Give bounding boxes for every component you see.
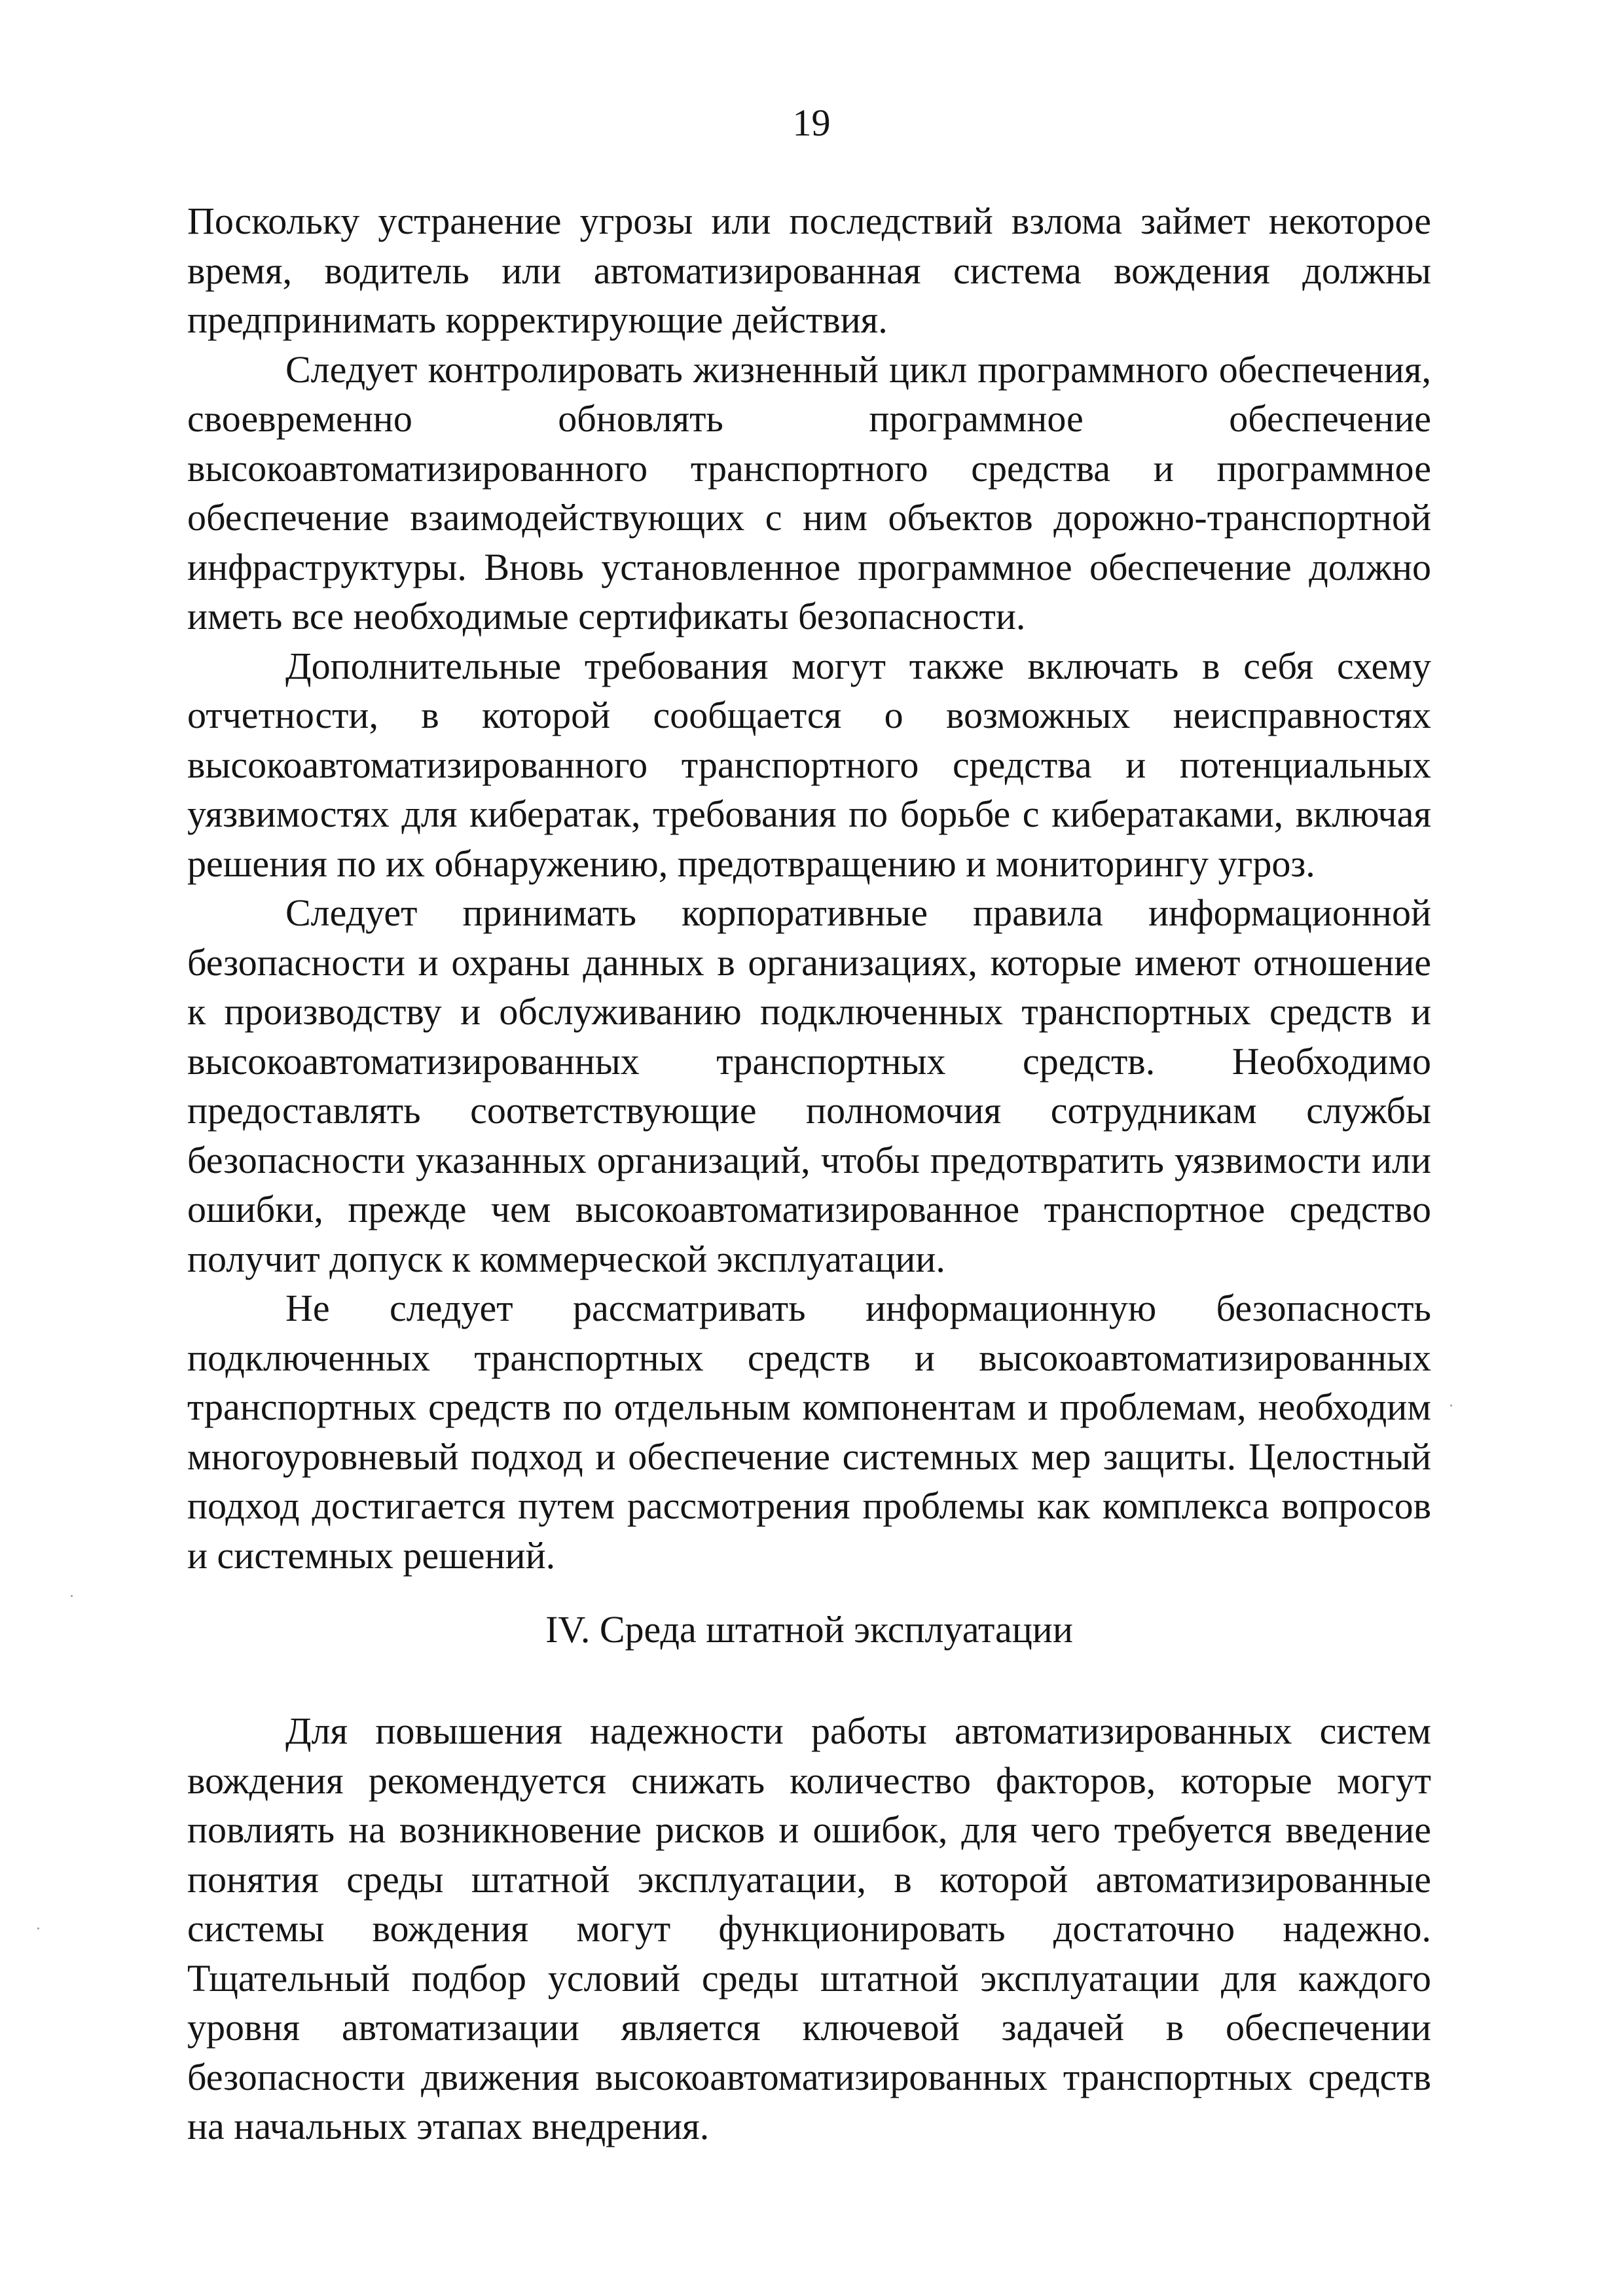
scan-artifact <box>1450 1405 1452 1407</box>
section-heading: IV. Среда штатной эксплуатации <box>545 1608 1073 1651</box>
paragraph: Дополнительные требования могут также включать в себя схему отчетности, в которой сообщается о возможных неисправностях высокоавтоматизированного транспортного средства и потенциальных уязвимостях для кибератак, требования по борьбе с кибератаками, включая решения по их обнаружению, предотвращению и мониторингу угроз. <box>187 644 1431 885</box>
section-body-text <box>187 1706 1431 2151</box>
paragraph: Следует контролировать жизненный цикл программного обеспечения, своевременно обновлять программное обеспечение высокоавтоматизированного транспортного средства и программное обеспечение взаимодействующих с ним объектов дорожно-транспортной инфраструктуры. Вновь установленное программное обеспечение должно иметь все необходимые сертификаты безопасности. <box>187 348 1431 637</box>
paragraph: Для повышения надежности работы автоматизированных систем вождения рекомендуется снижать количество факторов, которые могут повлиять на возникновение рисков и ошибок, для чего требуется введение понятия среды штатной эксплуатации, в которой автоматизированные системы вождения могут функционировать достаточно надежно. Тщательный подбор условий среды штатной эксплуатации для каждого уровня автоматизации является ключевой задачей в обеспечении безопасности движения высокоавтоматизированных транспортных средств на начальных этапах внедрения. <box>187 1710 1431 2147</box>
body-text <box>187 196 1431 1580</box>
paragraph: Следует принимать корпоративные правила информационной безопасности и охраны данных в организациях, которые имеют отношение к производству и обслуживанию подключенных транспортных средств и высокоавтоматизированных транспортных средств. Необходимо предоставлять соответствующие полномочия сотрудникам службы безопасности указанных организаций, чтобы предотвратить уязвимости или ошибки, прежде чем высокоавтоматизированное транспортное средство получит допуск к коммерческой эксплуатации. <box>187 891 1431 1280</box>
paragraph: Поскольку устранение угрозы или последствий взлома займет некоторое время, водитель или автоматизированная система вождения должны предпринимать корректирующие действия. <box>187 200 1431 341</box>
scan-artifact <box>37 1928 39 1929</box>
page-number: 19 <box>792 101 831 144</box>
paragraph: Не следует рассматривать информационную безопасность подключенных транспортных средств и высокоавтоматизированных транспортных средств по отдельным компонентам и проблемам, необходим многоуровневый подход и обеспечение системных мер защиты. Целостный подход достигается путем рассмотрения проблемы как комплекса вопросов и системных решений. <box>187 1287 1431 1577</box>
scan-artifact <box>71 1595 73 1597</box>
